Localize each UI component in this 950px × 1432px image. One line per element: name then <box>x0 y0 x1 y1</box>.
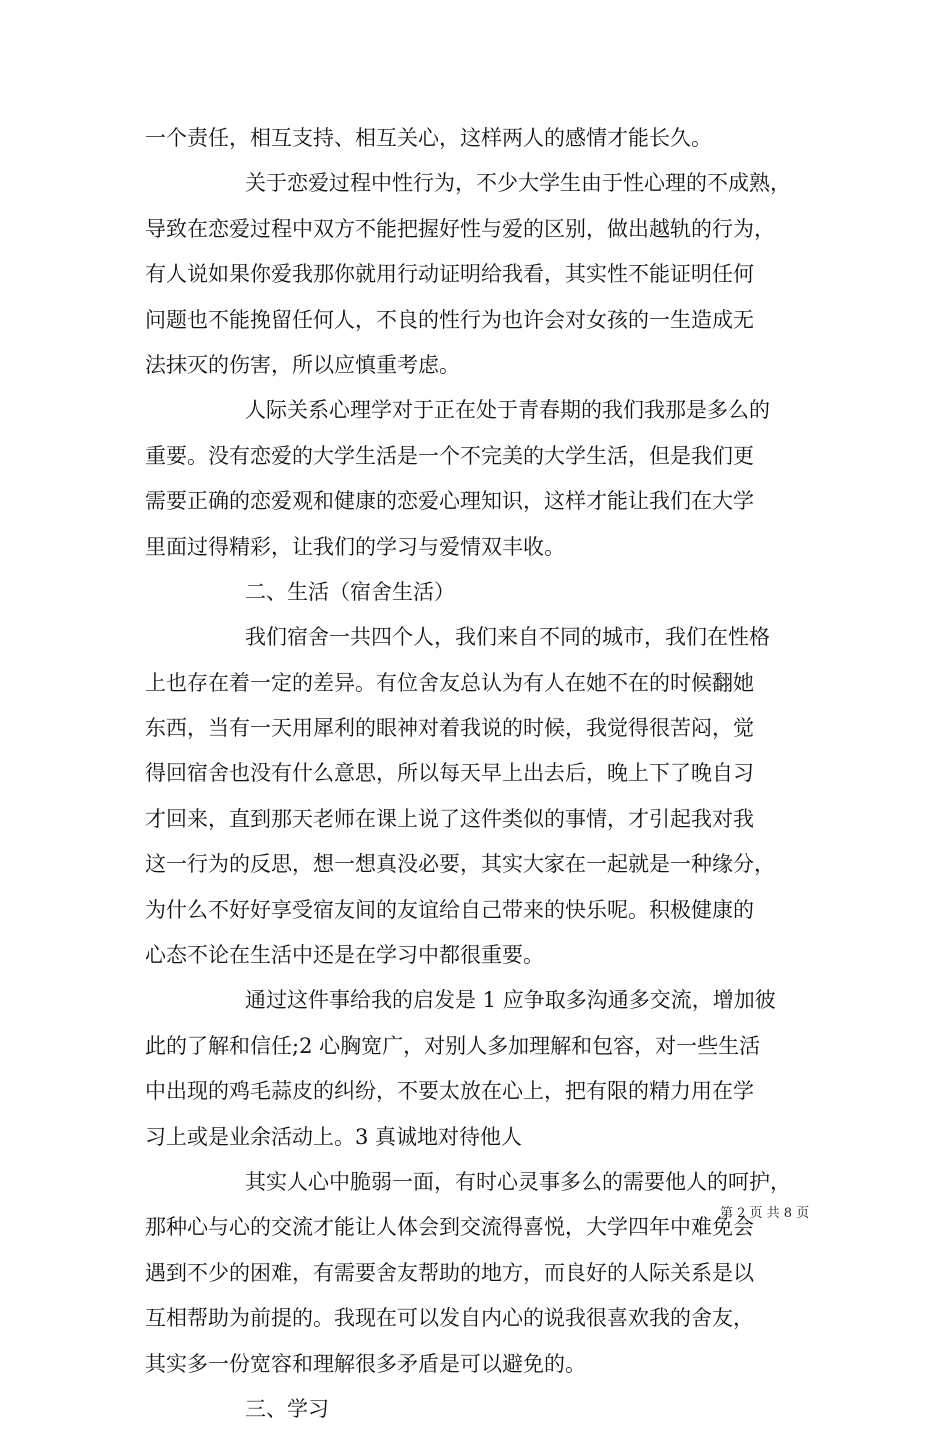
text-line: 中出现的鸡毛蒜皮的纠纷，不要太放在心上，把有限的精力用在学 <box>145 1079 754 1104</box>
text-line: 才回来，直到那天老师在课上说了这件类似的事情，才引起我对我 <box>145 806 754 831</box>
text-line: 一个责任，相互支持、相互关心，这样两人的感情才能长久。 <box>145 126 712 150</box>
text-line: 东西，当有一天用犀利的眼神对着我说的时候，我觉得很苦闷，觉 <box>145 716 754 741</box>
paragraph-start: 我们宿舍一共四个人，我们来自不同的城市，我们在性格 <box>245 625 770 650</box>
text-line: 互相帮助为前提的。我现在可以发自内心的说我很喜欢我的舍友， <box>145 1306 754 1331</box>
text-line: 有人说如果你爱我那你就用行动证明给我看，其实性不能证明任何 <box>145 262 754 287</box>
text-line: 其实多一份宽容和理解很多矛盾是可以避免的。 <box>145 1351 586 1376</box>
paragraph-start: 关于恋爱过程中性行为，不少大学生由于性心理的不成熟， <box>245 171 791 196</box>
section-heading-life: 二、生活（宿舍生活） <box>245 579 455 604</box>
text-line: 上也存在着一定的差异。有位舍友总认为有人在她不在的时候翻她 <box>145 670 754 695</box>
text-line: 这一行为的反思，想一想真没必要，其实大家在一起就是一种缘分， <box>145 852 775 877</box>
document-body <box>145 116 835 1432</box>
text-line: 法抹灭的伤害，所以应慎重考虑。 <box>145 352 460 377</box>
text-line: 需要正确的恋爱观和健康的恋爱心理知识，这样才能让我们在大学 <box>145 489 754 514</box>
paragraph-start: 其实人心中脆弱一面，有时心灵事多么的需要他人的呵护， <box>245 1169 791 1194</box>
paragraph-start: 通过这件事给我的启发是 1 应争取多沟通多交流，增加彼 <box>245 988 776 1013</box>
text-line: 里面过得精彩，让我们的学习与爱情双丰收。 <box>145 534 565 559</box>
text-line: 习上或是业余活动上。3 真诚地对待他人 <box>145 1124 523 1149</box>
text-line: 遇到不少的困难，有需要舍友帮助的地方，而良好的人际关系是以 <box>145 1260 754 1285</box>
page-number: 第 2 页 共 8 页 <box>720 1206 810 1221</box>
text-line: 问题也不能挽留任何人，不良的性行为也许会对女孩的一生造成无 <box>145 307 754 332</box>
text-line: 那种心与心的交流才能让人体会到交流得喜悦，大学四年中难免会 <box>145 1215 754 1240</box>
text-line: 心态不论在生活中还是在学习中都很重要。 <box>145 943 544 968</box>
text-line: 得回宿舍也没有什么意思，所以每天早上出去后，晚上下了晚自习 <box>145 761 754 786</box>
section-heading-study: 三、学习 <box>245 1396 329 1421</box>
text-line: 为什么不好好享受宿友间的友谊给自己带来的快乐呢。积极健康的 <box>145 897 754 922</box>
text-line: 导致在恋爱过程中双方不能把握好性与爱的区别，做出越轨的行为， <box>145 216 775 241</box>
text-line: 重要。没有恋爱的大学生活是一个不完美的大学生活，但是我们更 <box>145 443 754 468</box>
text-line: 此的了解和信任;2 心胸宽广，对别人多加理解和包容，对一些生活 <box>145 1033 761 1058</box>
paragraph-start: 人际关系心理学对于正在处于青春期的我们我那是多么的 <box>245 398 770 423</box>
